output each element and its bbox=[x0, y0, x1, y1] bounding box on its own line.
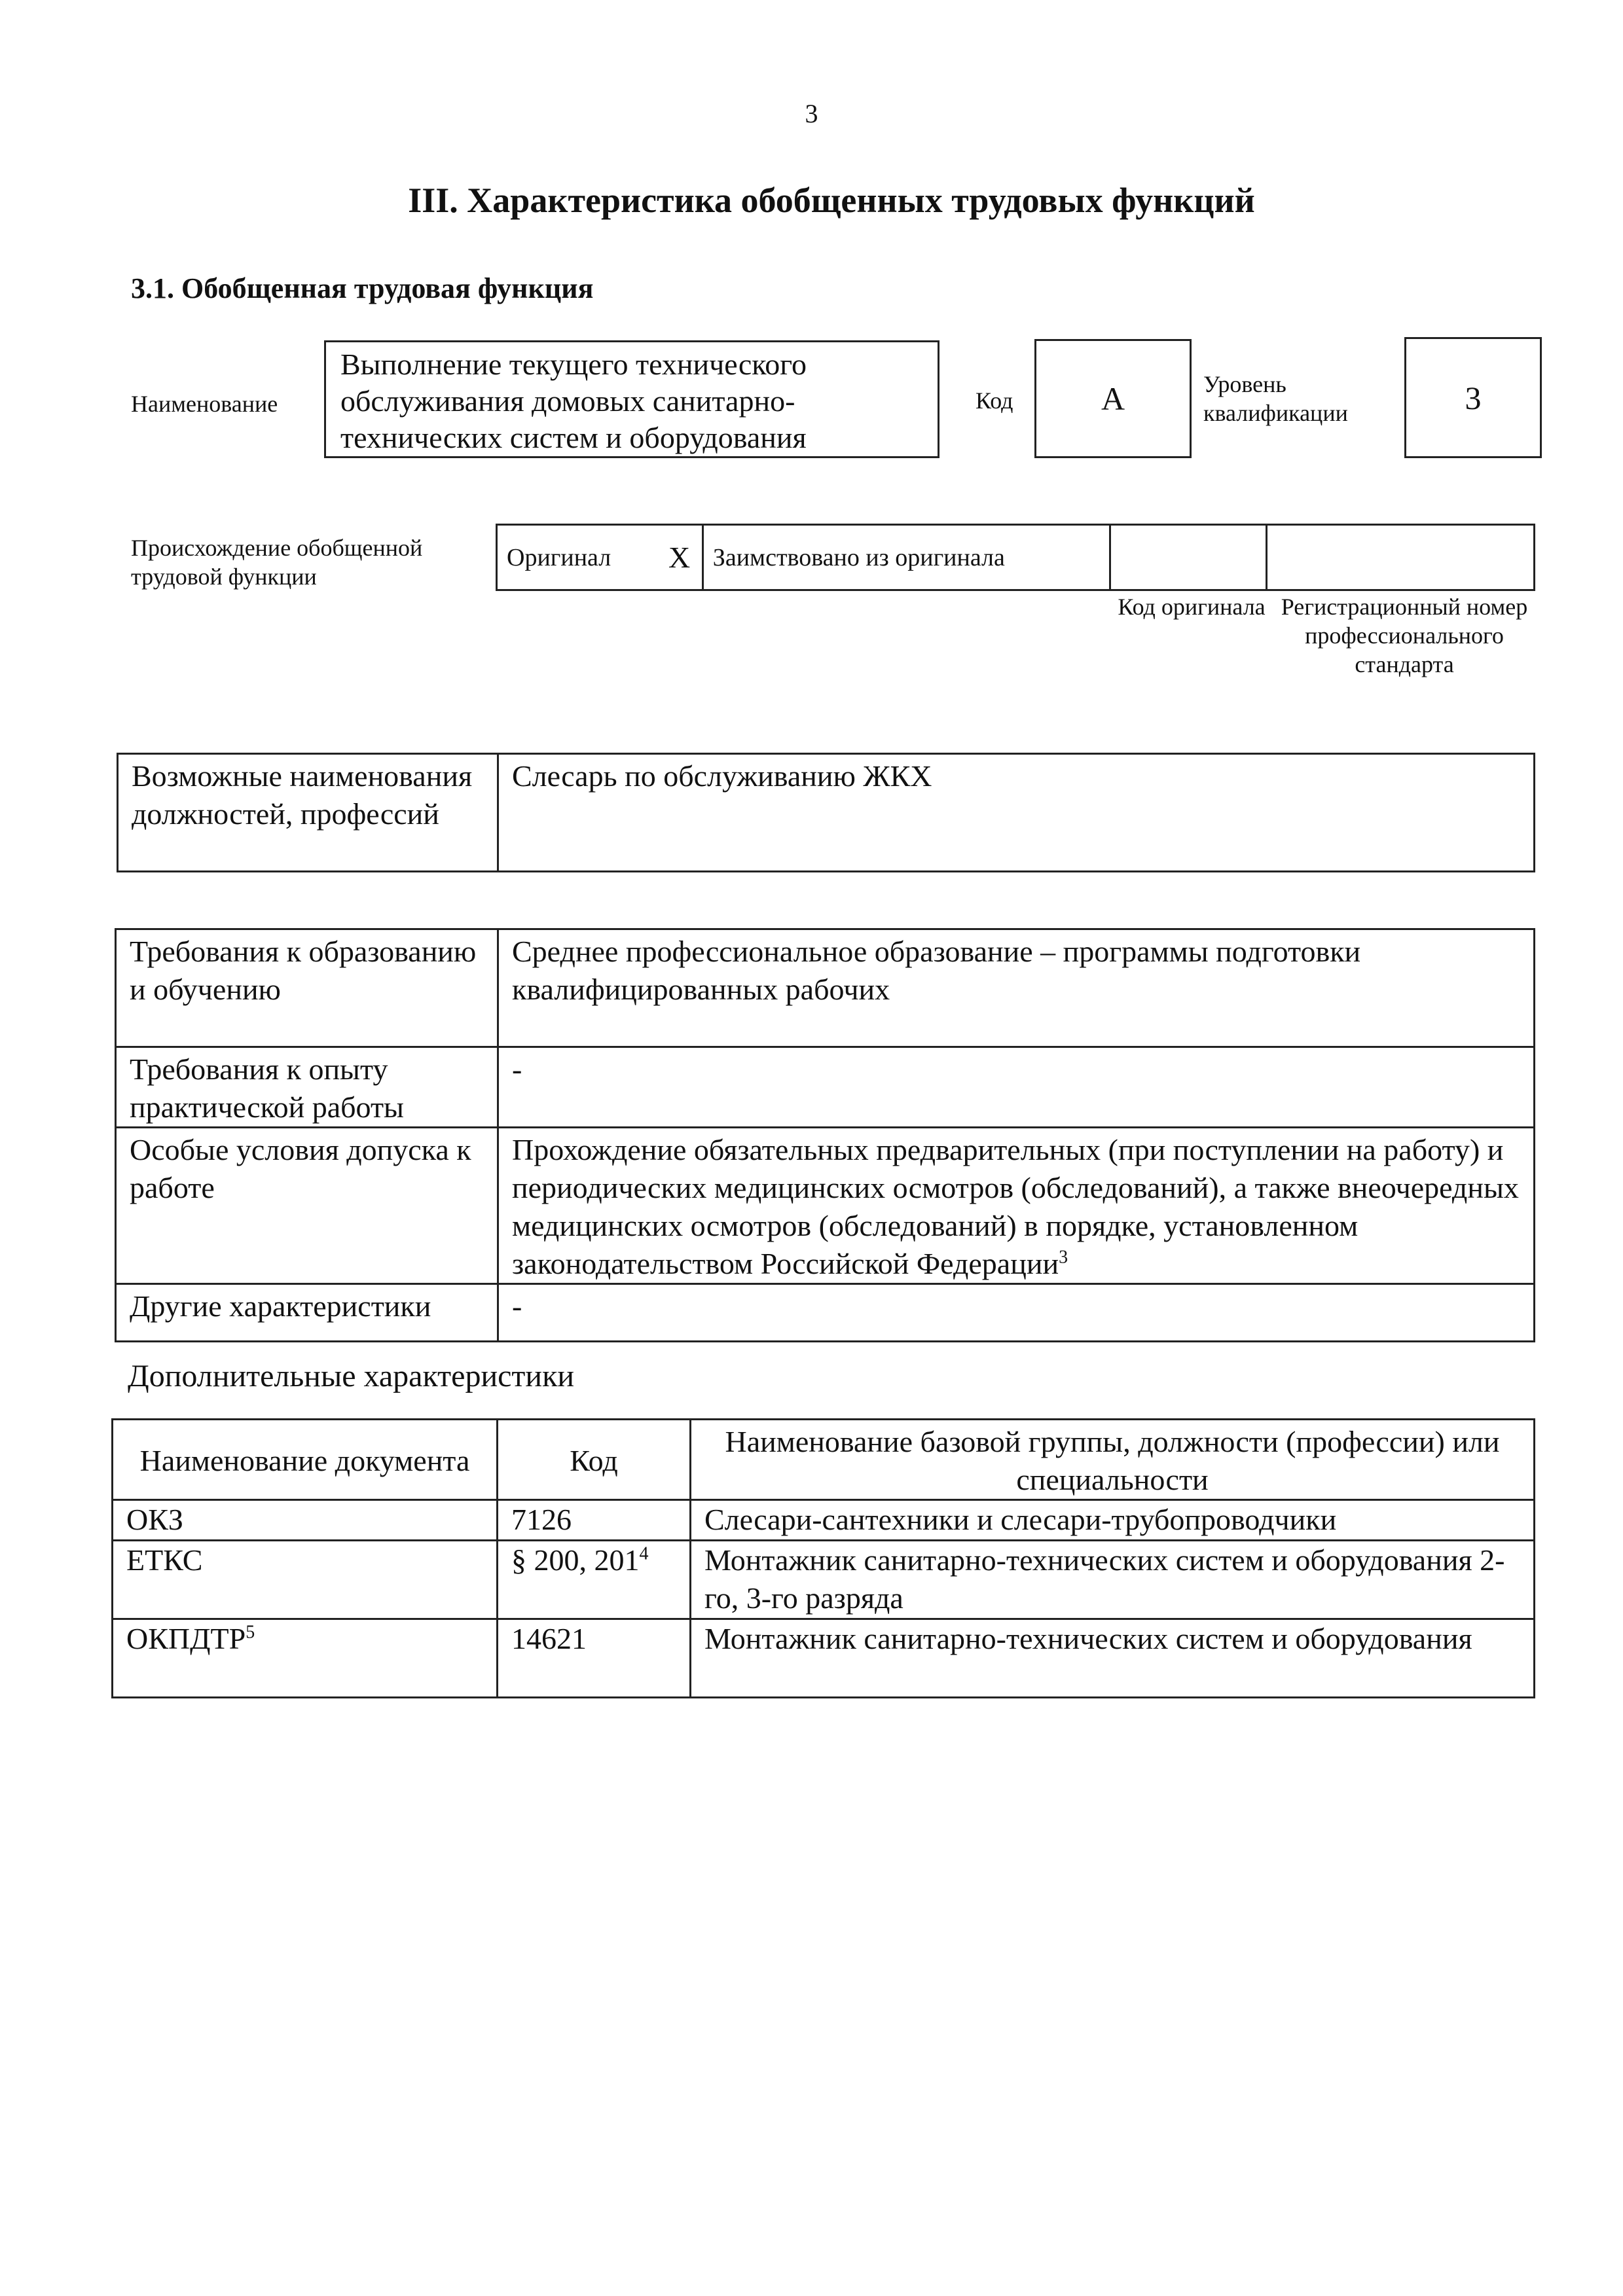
table-row bbox=[113, 1619, 1535, 1698]
header-code: Код bbox=[498, 1420, 691, 1500]
table-row bbox=[113, 1541, 1535, 1619]
requirement-value: Прохождение обязательных предварительных (при поступлении на работу) и периодических медицинских осмотров (обследований), а также внеочередных медицинских осмотров (обследований) в порядке, установленном законодательством Российской Федерации$^3$ bbox=[498, 1128, 1535, 1284]
group-name-cell: Слесари-сантехники и слесари-трубопроводчики bbox=[691, 1500, 1535, 1541]
document-cell: ОКПДТР$^5$ bbox=[113, 1619, 498, 1698]
origin-label: Происхождение обобщенной трудовой функции bbox=[131, 535, 423, 590]
borrowed-label: Заимствовано из оригинала bbox=[702, 525, 1110, 590]
group-name-cell: Монтажник санитарно-технических систем и оборудования 2-го, 3-го разряда bbox=[691, 1541, 1535, 1619]
positions-table bbox=[117, 753, 1535, 872]
requirement-label: Требования к образованию и обучению bbox=[116, 929, 498, 1047]
code-label: Код bbox=[976, 387, 1013, 414]
original-code-cell bbox=[1110, 525, 1266, 590]
requirement-label: Особые условия допуска к работе bbox=[116, 1128, 498, 1284]
table-row bbox=[113, 1500, 1535, 1541]
requirement-row bbox=[116, 929, 1535, 1047]
positions-value: Слесарь по обслуживанию ЖКХ bbox=[498, 754, 1535, 872]
requirement-row bbox=[116, 1284, 1535, 1342]
function-code-box: А bbox=[1034, 339, 1192, 458]
section-title: III. Характеристика обобщенных трудовых функций bbox=[408, 181, 1255, 220]
requirement-label: Другие характеристики bbox=[116, 1284, 498, 1342]
origin-table bbox=[496, 524, 1535, 591]
requirement-label: Требования к опыту практической работы bbox=[116, 1047, 498, 1128]
additional-title: Дополнительные характеристики bbox=[128, 1359, 575, 1393]
requirement-row bbox=[116, 1128, 1535, 1284]
positions-label: Возможные наименования должностей, профессий bbox=[118, 754, 498, 872]
code-cell: § 200, $201^4$ bbox=[498, 1541, 691, 1619]
registration-number-caption: Регистрационный номер профессионального стандарта bbox=[1281, 594, 1528, 677]
requirements-table bbox=[115, 928, 1535, 1342]
original-label: Оригинал bbox=[497, 525, 657, 590]
code-cell: 7126 bbox=[498, 1500, 691, 1541]
subsection-title: 3.1. Обобщенная трудовая функция bbox=[131, 272, 594, 304]
page-number: 3 bbox=[805, 99, 818, 128]
additional-table bbox=[111, 1418, 1535, 1698]
requirement-row bbox=[116, 1047, 1535, 1128]
requirement-value: Среднее профессиональное образование – программы подготовки квалифицированных рабочих bbox=[498, 929, 1535, 1047]
requirement-value: - bbox=[498, 1284, 1535, 1342]
level-label: Уровень квалификации bbox=[1203, 371, 1348, 426]
qualification-level-box: 3 bbox=[1404, 337, 1542, 458]
registration-number-cell bbox=[1267, 525, 1535, 590]
requirement-value: - bbox=[498, 1047, 1535, 1128]
original-code-caption: Код оригинала bbox=[1118, 594, 1266, 620]
document-cell: ЕТКС bbox=[113, 1541, 498, 1619]
document-cell: ОКЗ bbox=[113, 1500, 498, 1541]
name-label: Наименование bbox=[131, 391, 278, 417]
header-group-name: Наименование базовой группы, должности (профессии) или специальности bbox=[691, 1420, 1535, 1500]
code-cell: 14621 bbox=[498, 1619, 691, 1698]
original-mark: Х bbox=[657, 525, 702, 590]
group-name-cell: Монтажник санитарно-технических систем и оборудования bbox=[691, 1619, 1535, 1698]
function-name-box: Выполнение текущего технического обслуживания домовых санитарно-технических систем и оборудования bbox=[324, 340, 939, 458]
header-document: Наименование документа bbox=[113, 1420, 498, 1500]
